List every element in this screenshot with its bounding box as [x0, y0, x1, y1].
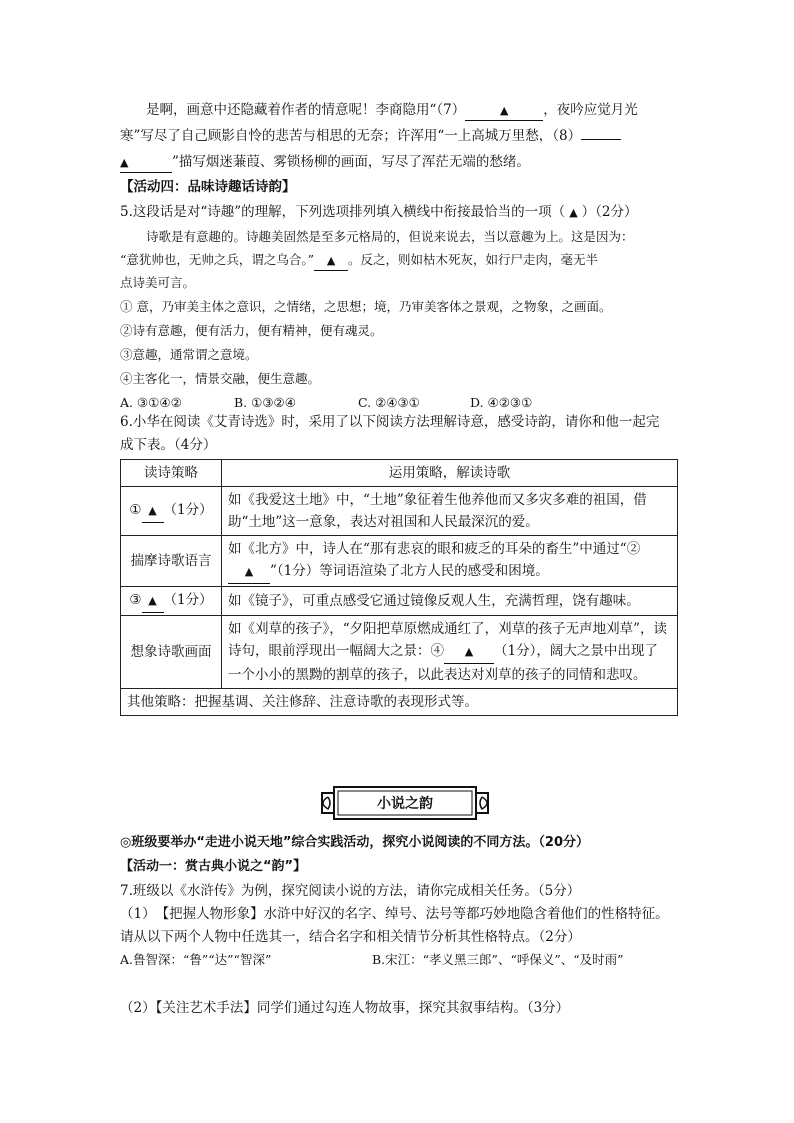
para1-line1: 是啊，画意中还隐藏着作者的情意呢！李商隐用“（7） ▲ ，夜吟应觉月光 [146, 101, 638, 121]
answer-blank-8[interactable] [581, 139, 621, 140]
para1-line3: ▲ ”描写烟迷蒹葭、雾锁杨柳的画面，写尽了浑茫无端的愁绪。 [120, 153, 530, 173]
q5-choice-d[interactable]: D. ④②③① [470, 395, 533, 410]
q6-stem-line1: 6.小华在阅读《艾青诗选》时，采用了以下阅读方法理解诗意，感受诗韵，请你和他一起完 [120, 414, 660, 430]
q5-option-1: ① 意，乃审美主体之意识，之情绪，之思想；境，乃审美客体之景观，之物象，之画面。 [120, 299, 612, 314]
application-cell-2: 如《北方》中，诗人在“那有悲哀的眼和疲乏的耳朵的畜生”中通过“②▲ ”（1分）等词语渲染了北方人民的感受和困境。 [222, 536, 678, 587]
q5-option-2: ②诗有意趣，便有活力，便有精神，便有魂灵。 [120, 323, 383, 338]
q5-choice-b[interactable]: B. ①③②④ [234, 395, 296, 410]
application-cell-1: 如《我爱这土地》中，“土地”象征着生他养他而又多灾多难的祖国，借助“土地”这一意象，表达对祖国和人民最深沉的爱。 [222, 487, 678, 536]
q5-option-4: ④主客化一，情景交融，便生意趣。 [120, 371, 321, 386]
table-row [121, 536, 678, 587]
table-row [121, 587, 678, 616]
q7-stem: 7.班级以《水浒传》为例，探究阅读小说的方法，请你完成相关任务。（5分） [120, 883, 581, 899]
q7-part1-line2: 请从以下两个人物中任选其一，结合名字和相关情节分析其性格特点。（2分） [120, 929, 581, 945]
q5-option-3: ③意趣，通常谓之意境。 [120, 347, 258, 362]
table-blank-3[interactable]: ▲ [142, 589, 164, 613]
q5-passage-line2: “意犹帅也，无帅之兵，谓之乌合。” ▲ 。反之，则如枯木死灰，如行尸走肉，毫无半 [120, 251, 598, 271]
q5-passage-line1: 诗歌是有意趣的。诗趣美固然是至多元格局的，但说来说去，当以意趣为上。这是因为： [146, 229, 634, 244]
q7-part1-line1: （1） 【把握人物形象】水浒中好汉的名字、绰号、法号等都巧妙地隐含着他们的性格特征。 [120, 906, 669, 922]
table-row [121, 616, 678, 689]
q7-option-b: B.宋江：“孝义黑三郎”、“呼保义”、“及时雨” [372, 952, 624, 967]
q6-stem-line2: 成下表。（4分） [120, 437, 217, 453]
q5-choice-a[interactable]: A. ③①④② [120, 395, 182, 410]
header-strategy: 读诗策略 [121, 460, 222, 487]
q5-blank[interactable]: ▲ [314, 251, 348, 271]
para1-line2: 寒”写尽了自己顾影自怜的悲苦与相思的无奈；许浑用“一上高城万里愁，（8） [120, 127, 621, 145]
novel-activity1-heading: 【活动一：赏古典小说之“韵”】 [120, 859, 307, 874]
activity4-heading: 【活动四：品味诗趣话诗韵】 [120, 179, 296, 195]
answer-blank-8-cont[interactable]: ▲ [120, 153, 172, 173]
application-cell-3: 如《镜子》，可重点感受它通过镜像反观人生，充满哲理，饶有趣味。 [222, 587, 678, 616]
strategy-cell-1: ① ▲ （1分） [121, 487, 222, 536]
table-blank-4[interactable]: ▲ [444, 640, 494, 664]
application-cell-4: 如《刈草的孩子》，“夕阳把草原燃成通红了，刈草的孩子无声地刈草”，读诗句，眼前浮现出一幅阔大之景：④ ▲ （1分），阔大之景中出现了一个小小的黑黝的割草的孩子，以此表达对刈草的孩子的同情和悲叹。 [222, 616, 678, 689]
q5-answer-mark[interactable]: ▲ [569, 206, 578, 219]
novel-intro: ◎班级要举办“走进小说天地”综合实践活动，探究小说阅读的不同方法。（20分） [120, 835, 590, 850]
table-row [121, 487, 678, 536]
header-application: 运用策略，解读诗歌 [222, 460, 678, 487]
q5-choice-c[interactable]: C. ②④③① [358, 395, 420, 410]
reading-strategy-table [120, 459, 678, 716]
q7-option-a: A.鲁智深：“鲁”“达”“智深” [120, 952, 272, 967]
table-blank-2[interactable]: ▲ [228, 560, 270, 584]
table-header-row [121, 460, 678, 487]
other-strategies-cell: 其他策略：把握基调、关注修辞、注意诗歌的表现形式等。 [121, 689, 678, 716]
strategy-cell-4: 想象诗歌画面 [121, 616, 222, 689]
strategy-cell-3: ③ ▲ （1分） [121, 587, 222, 616]
table-blank-1[interactable]: ▲ [142, 499, 164, 523]
section-title: 小说之韵 [377, 796, 433, 812]
q5-passage-line3: 点诗美可言。 [120, 275, 196, 290]
strategy-cell-2: 揣摩诗歌语言 [121, 536, 222, 587]
section-banner [316, 783, 494, 823]
answer-blank-7[interactable]: ▲ [465, 101, 543, 121]
q5-stem: 5.这段话是对“诗趣”的理解，下列选项排列填入横线中衔接最恰当的一项（ ▲ ）（2分） [120, 204, 638, 220]
table-row [121, 689, 678, 716]
q7-part2: （2）【关注艺术手法】同学们通过勾连人物故事，探究其叙事结构。（3分） [120, 1000, 570, 1016]
